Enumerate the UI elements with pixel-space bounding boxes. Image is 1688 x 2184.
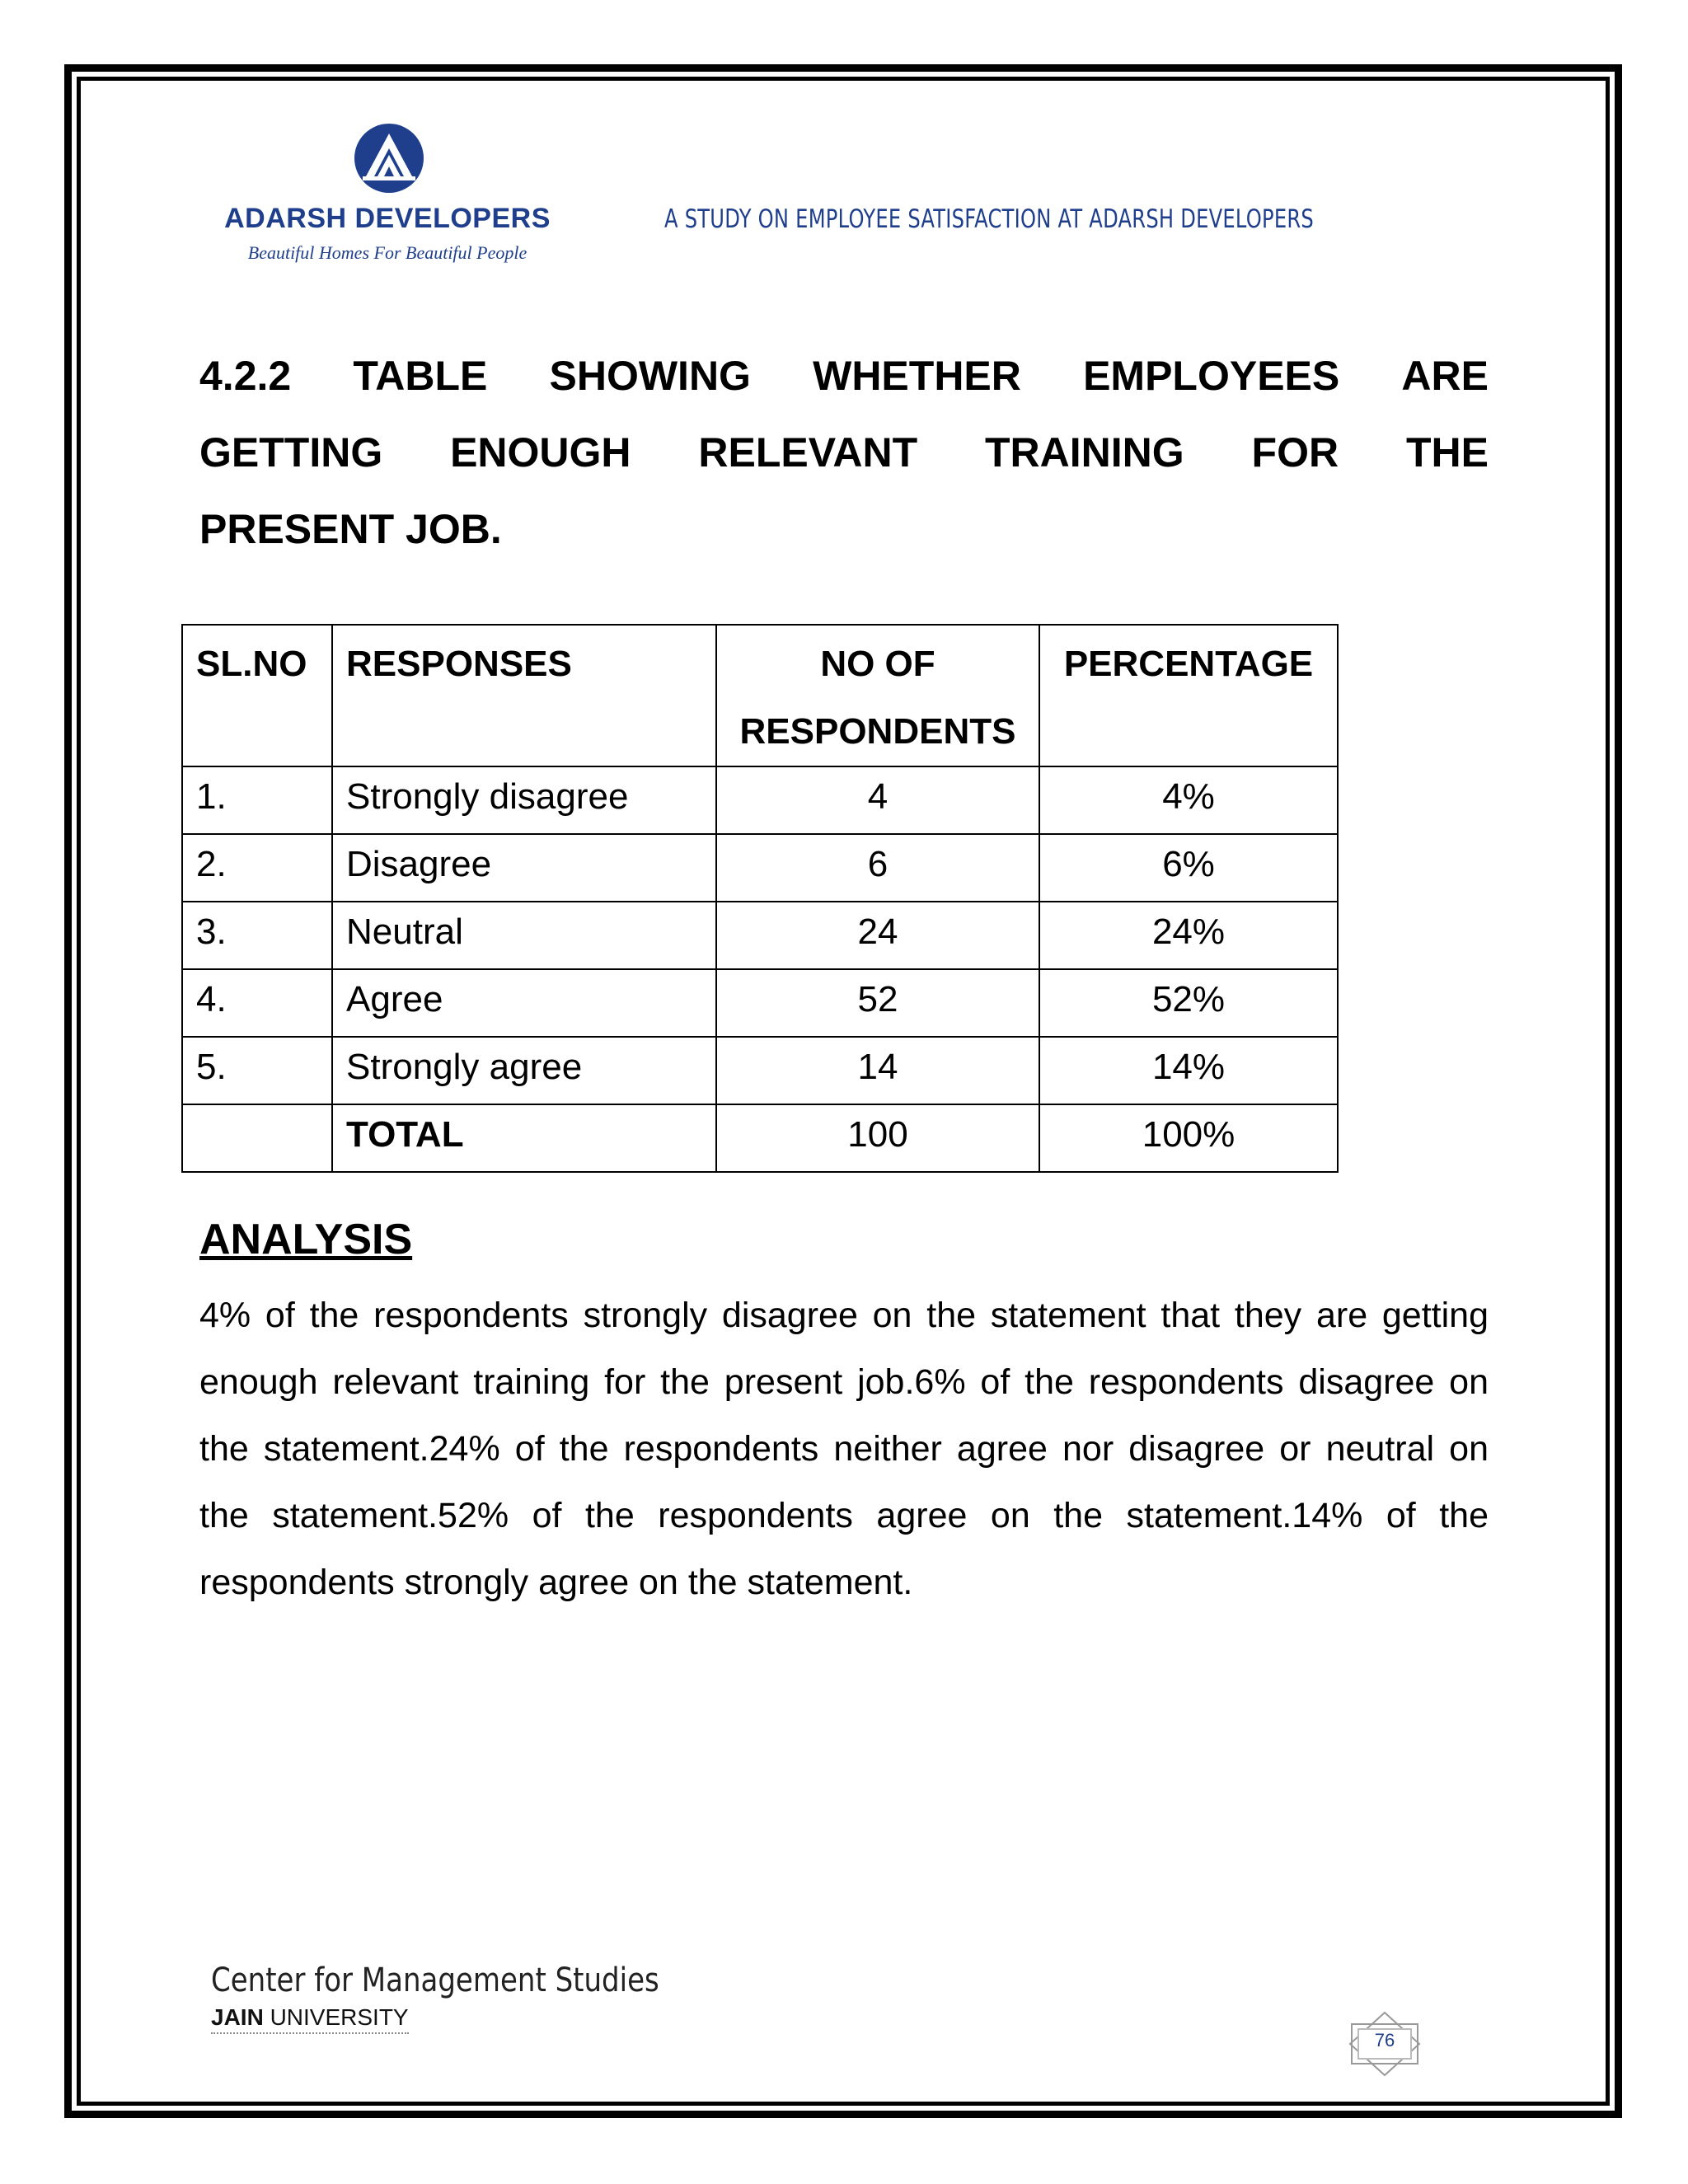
analysis-paragraph: 4% of the respondents strongly disagree on the statement that they are getting enough relevant training for the present job.6% of the respondents disagree on the statement.24% of the respondents neither agree nor disagree or neutral on the statement.52% of the respondents agree on the statement.14% of the respondents strongly agree on the statement. [199, 1296, 1489, 1602]
heading-word: SHOWING [549, 353, 751, 399]
study-title: A STUDY ON EMPLOYEE SATISFACTION AT ADARSH DEVELOPERS [664, 204, 1314, 234]
col-header-percentage: PERCENTAGE [1039, 625, 1338, 766]
heading-word: THE [1405, 429, 1489, 476]
responses-table [181, 624, 1339, 1173]
heading-word: EMPLOYEES [1083, 353, 1340, 399]
heading-line-1 [199, 338, 1489, 415]
cell-count: 52 [716, 969, 1039, 1037]
heading-line-3 [199, 491, 1489, 568]
cell-slno: 4. [182, 969, 332, 1037]
cell-slno: 5. [182, 1037, 332, 1104]
table-row [182, 766, 1338, 834]
heading-line-2 [199, 415, 1489, 491]
col-header-responses: RESPONSES [332, 625, 716, 766]
heading-word: GETTING [199, 429, 383, 476]
cell-percent: 14% [1039, 1037, 1338, 1104]
heading-word: TABLE [353, 353, 488, 399]
university-rest: UNIVERSITY [263, 2004, 409, 2030]
heading-word: WHETHER [813, 353, 1021, 399]
cell-percent: 52% [1039, 969, 1338, 1037]
heading-word: TRAINING [985, 429, 1184, 476]
heading-word: ARE [1401, 353, 1489, 399]
cell-response: Disagree [332, 834, 716, 902]
cell-percent: 24% [1039, 902, 1338, 969]
adarsh-logo-icon [353, 122, 425, 194]
cell-slno: 2. [182, 834, 332, 902]
cell-slno: 3. [182, 902, 332, 969]
table-row [182, 834, 1338, 902]
brand-tagline: Beautiful Homes For Beautiful People [247, 242, 528, 263]
cell-count: 6 [716, 834, 1039, 902]
page-number: 76 [1374, 2030, 1395, 2050]
table-row [182, 1037, 1338, 1104]
heading-word: PRESENT JOB. [199, 506, 502, 552]
heading-word: ENOUGH [450, 429, 631, 476]
page-number-badge [1345, 2011, 1424, 2077]
footer-institution [211, 1961, 738, 2037]
cell-count: 24 [716, 902, 1039, 969]
cell-percent: 4% [1039, 766, 1338, 834]
cell-percent: 6% [1039, 834, 1338, 902]
cell-response: Neutral [332, 902, 716, 969]
heading-word: 4.2.2 [199, 353, 292, 399]
cell-response: Agree [332, 969, 716, 1037]
col-header-slno: SL.NO [182, 625, 332, 766]
cell-total-percent: 100% [1039, 1104, 1338, 1172]
brand-name: ADARSH DEVELOPERS [224, 203, 551, 234]
cell-response: Strongly agree [332, 1037, 716, 1104]
section-heading [199, 338, 1489, 568]
cell-total-label: TOTAL [332, 1104, 716, 1172]
cell-count: 14 [716, 1037, 1039, 1104]
footer-university [211, 2004, 738, 2031]
cell-count: 4 [716, 766, 1039, 834]
cell-total-count: 100 [716, 1104, 1039, 1172]
heading-word: FOR [1251, 429, 1339, 476]
table-total-row [182, 1104, 1338, 1172]
table-header-row [182, 625, 1338, 766]
col-header-respondents: NO OF RESPONDENTS [716, 625, 1039, 766]
analysis-title: ANALYSIS [199, 1216, 413, 1263]
table-row [182, 969, 1338, 1037]
company-logo [223, 122, 552, 270]
cell-response: Strongly disagree [332, 766, 716, 834]
cell-slno-empty [182, 1104, 332, 1172]
university-bold: JAIN [211, 2004, 264, 2030]
footer-center-name: Center for Management Studies [211, 1961, 659, 1999]
table-row [182, 902, 1338, 969]
heading-word: RELEVANT [698, 429, 918, 476]
cell-slno: 1. [182, 766, 332, 834]
footer-fine-print-line [211, 2032, 409, 2037]
